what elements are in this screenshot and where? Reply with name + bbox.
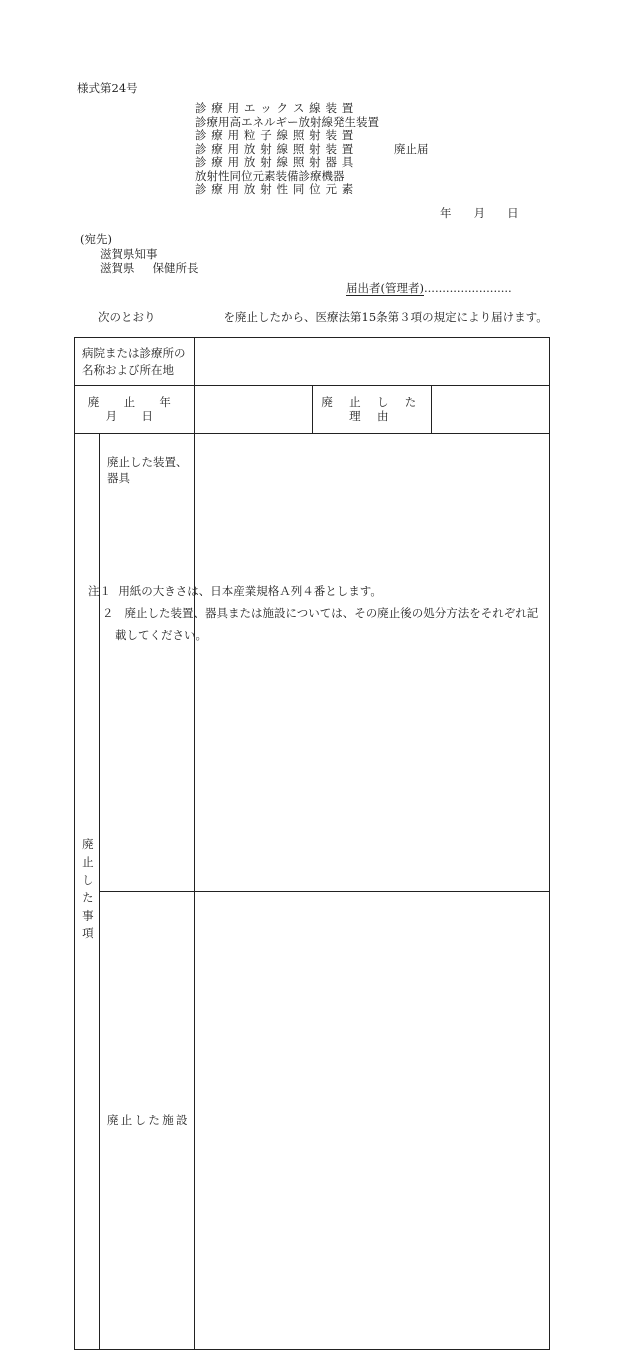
abolish-date-input-cell[interactable] bbox=[195, 386, 313, 434]
abolish-reason-input-cell[interactable] bbox=[432, 386, 550, 434]
year-label: 年 bbox=[440, 206, 452, 220]
device-item: 診 療 用 放 射 線 照 射 装 置 bbox=[195, 143, 379, 157]
note1-prefix: 注１ bbox=[88, 584, 111, 598]
office-prefix: 滋賀県 bbox=[100, 261, 135, 275]
reporter-line bbox=[346, 282, 512, 296]
form-table bbox=[74, 337, 550, 1350]
table-row bbox=[75, 386, 550, 434]
day-label: 日 bbox=[507, 206, 519, 220]
table-row bbox=[75, 892, 550, 1350]
addressee-label: (宛先) bbox=[80, 233, 199, 248]
abolished-facility-label bbox=[100, 892, 195, 1350]
addressee-block bbox=[80, 233, 199, 277]
abolish-reason-label: 廃 止 し た 理 由 bbox=[313, 386, 432, 434]
facility-label-cell bbox=[75, 338, 195, 386]
statement-part1: 次のとおり bbox=[98, 310, 156, 324]
note1-text: 用紙の大きさは、日本産業規格Ａ列４番とします。 bbox=[118, 584, 382, 598]
reporter-label: 届出者(管理者) bbox=[346, 281, 424, 296]
note2-prefix: ２ bbox=[102, 606, 114, 620]
note-2-continued: 載してください。 bbox=[88, 629, 538, 651]
document-title: 廃止届 bbox=[394, 143, 429, 157]
table-row bbox=[75, 338, 550, 386]
device-item: 診 療 用 放 射 線 照 射 器 具 bbox=[195, 156, 379, 170]
abolished-devices-label-line1: 廃止した装置、 bbox=[107, 454, 194, 470]
device-item: 診 療 用 エ ッ ク ス 線 装 置 bbox=[195, 102, 379, 116]
abolished-devices-label-line2: 器具 bbox=[107, 470, 194, 486]
form-number: 様式第24号 bbox=[77, 82, 138, 96]
device-list bbox=[195, 102, 379, 197]
abolished-items-label: 廃止した事項 bbox=[80, 434, 94, 1349]
notes bbox=[88, 585, 538, 651]
note-2 bbox=[88, 607, 538, 629]
device-item: 診 療 用 放 射 性 同 位 元 素 bbox=[195, 183, 379, 197]
abolished-items-label-cell bbox=[75, 434, 100, 1350]
device-item: 診 療 用 粒 子 線 照 射 装 置 bbox=[195, 129, 379, 143]
note-1 bbox=[88, 585, 538, 607]
abolished-devices-label-cell bbox=[100, 434, 195, 892]
facility-input-cell[interactable] bbox=[195, 338, 550, 386]
statement-part2: を廃止したから、医療法第15条第３項の規定により届けます。 bbox=[224, 310, 548, 324]
addressee-office bbox=[80, 262, 199, 277]
device-item: 診療用高エネルギー放射線発生装置 bbox=[195, 116, 379, 130]
table-row bbox=[75, 434, 550, 892]
office-suffix: 保健所長 bbox=[135, 261, 199, 275]
abolished-devices-input-cell[interactable] bbox=[195, 434, 550, 892]
reporter-signature-dots: ........................ bbox=[424, 281, 512, 295]
facility-label-line1: 病院または診療所の bbox=[82, 345, 194, 361]
note2-text-line1: 廃止した装置、器具または施設については、その廃止後の処分方法をそれぞれ記 bbox=[124, 606, 538, 620]
facility-label-line2: 名称および所在地 bbox=[82, 362, 194, 378]
addressee-governor: 滋賀県知事 bbox=[80, 248, 199, 263]
date-line bbox=[440, 207, 519, 221]
statement bbox=[98, 311, 548, 325]
device-item: 放射性同位元素装備診療機器 bbox=[195, 170, 379, 184]
month-label: 月 bbox=[474, 206, 486, 220]
abolished-facility-input-cell[interactable] bbox=[195, 892, 550, 1350]
abolish-date-label: 廃 止 年 月 日 bbox=[75, 386, 195, 434]
